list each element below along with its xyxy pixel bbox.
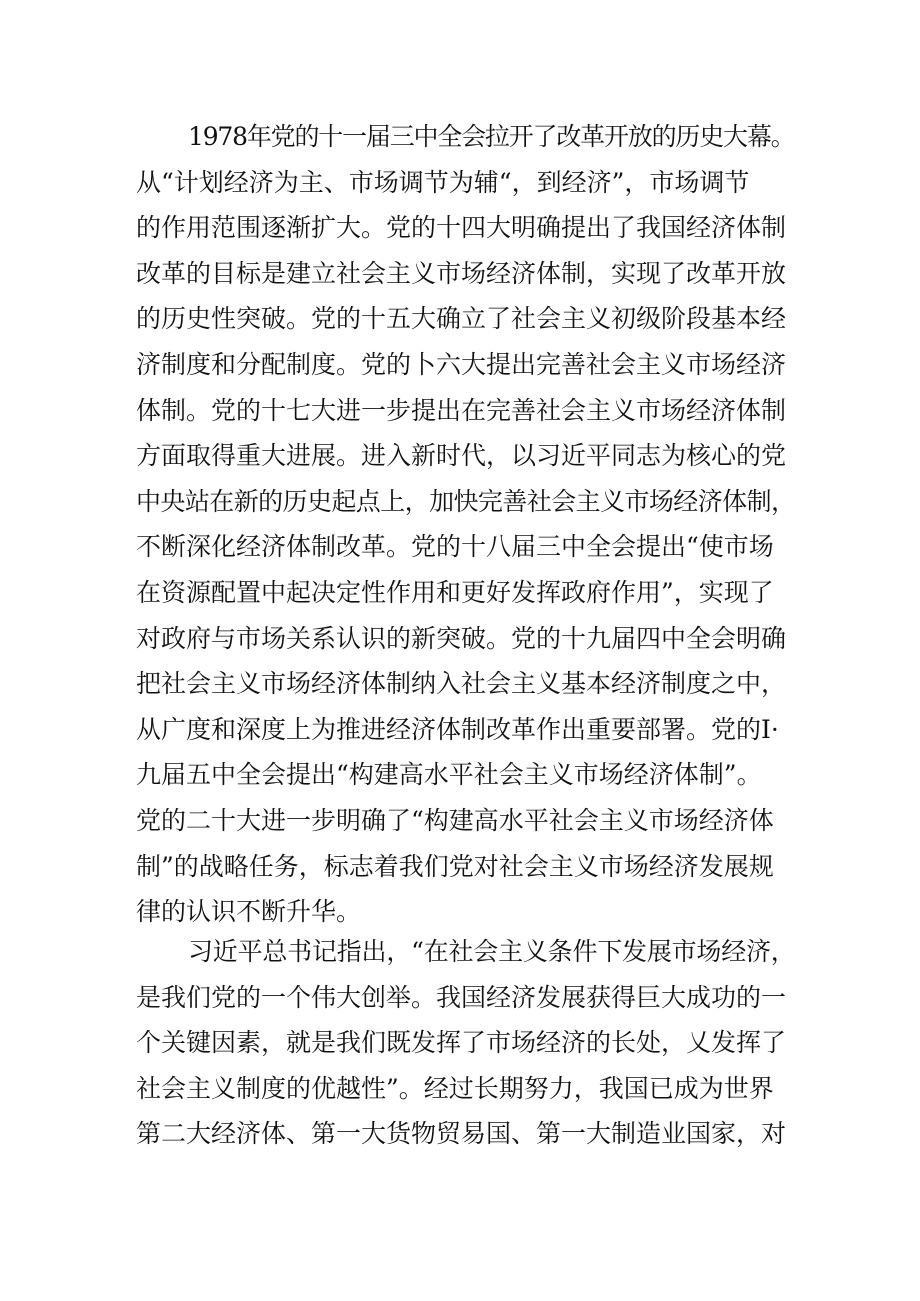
text-line: 体制。党的十七大进一步提出在完善社会主义市场经济体制: [136, 395, 787, 425]
text-line: 不断深化经济体制改革。党的十八届三中全会提出“使市场: [136, 532, 774, 562]
text-line: 是我们党的一个伟大创举。我国经济发展获得巨大成功的一: [136, 982, 787, 1012]
text-line: 制”的战略任务，标志着我们党对社会主义市场经济发展规: [136, 851, 774, 881]
text-line: 对政府与市场关系认识的新突破。党的十九届四中全会明确: [136, 623, 787, 653]
text-line: 党的二十大进一步明确了“构建高水平社会主义市场经济体: [136, 805, 774, 835]
text-line: 济制度和分配制度。党的卜六大提出完善社会主义市场经济: [136, 349, 787, 379]
text-line: 个关键因素，就是我们既发挥了市场经济的长处，乂发挥了: [136, 1028, 787, 1058]
text-line: 在资源配置中起决定性作用和更好发挥政府作用”，实现了: [136, 577, 774, 607]
text-line: 律的认识不断升华。: [136, 897, 362, 927]
text-line: 从广度和深度上为推进经济体制改革作出重要部署。党的I·: [136, 714, 779, 744]
text-line: 习近平总书记指出，“在社会主义条件下发展市场经济，: [188, 937, 796, 966]
text-line: 九届五中全会提出“构建高水平社会主义市场经济体制”。: [136, 760, 762, 790]
text-line: 中央站在新的历史起点上，加快完善社会主义市场经济体制，: [136, 486, 796, 516]
text-line: 第二大经济体、第一大货物贸易国、第一大制造业国家，对: [136, 1119, 787, 1149]
text-line: 方面取得重大进展。进入新时代，以习近平同志为核心的党: [136, 441, 787, 471]
text-line: 从“计划经济为主、市场调节为辅“，到经济”，市场调节: [136, 167, 750, 197]
text-line: 1978年党的十一届三中全会拉开了改革开放的历史大幕。: [188, 122, 795, 151]
paragraph-reform-history: [136, 114, 796, 935]
paragraph-xi-quote: [136, 929, 796, 1157]
text-line: 把社会主义市场经济体制纳入社会主义基本经济制度之中，: [136, 669, 787, 699]
text-line: 的作用范围逐渐扩大。党的十四大明确提出了我国经济体制: [136, 213, 787, 243]
text-line: 改革的目标是建立社会主义市场经济体制，实现了改革开放: [136, 258, 787, 288]
text-line: 社会主义制度的优越性”。经过长期努力，我国已成为世界: [136, 1073, 774, 1103]
text-line: 的历史性突破。党的十五大确立了社会主义初级阶段基本经: [136, 304, 787, 334]
